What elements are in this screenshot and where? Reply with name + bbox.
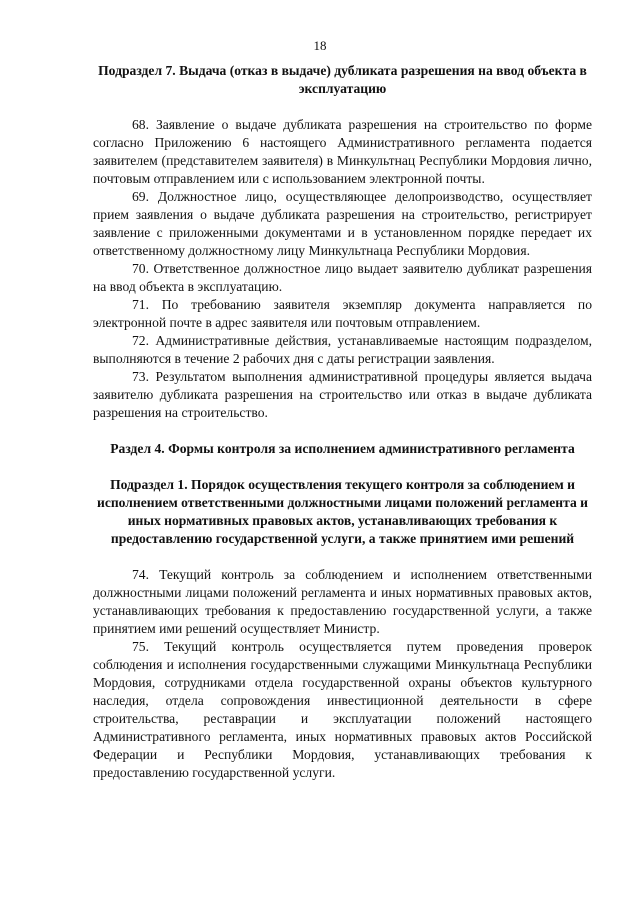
paragraph-70: 70. Ответственное должностное лицо выдает заявителю дубликат разрешения на ввод объекта в эксплуатацию. [93,261,592,294]
subsection-7-heading: Подраздел 7. Выдача (отказ в выдаче) дубликата разрешения на ввод объекта в эксплуатацию [98,63,587,96]
document-body [93,60,592,782]
paragraph-72: 72. Административные действия, устанавливаемые настоящим подразделом, выполняются в течение 2 рабочих дня с даты регистрации заявления. [93,333,592,366]
paragraph-69: 69. Должностное лицо, осуществляющее делопроизводство, осуществляет прием заявления о выдаче дубликата разрешения на строительство, регистрирует заявление с приложенными документами и в установленном порядке передает их ответственному должностному лицу Минкультнаца Республики Мордовия. [93,189,592,258]
paragraph-74: 74. Текущий контроль за соблюдением и исполнением ответственными должностными лицами положений регламента и иных нормативных правовых актов, устанавливающих требования к предоставлению государственной услуги, а также принятием ими решений осуществляет Министр. [93,567,592,636]
subsection-1-heading: Подраздел 1. Порядок осуществления текущего контроля за соблюдением и исполнением ответственными должностными лицами положений регламента и иных нормативных правовых актов, устанавливающих требования к предоставлению государственной услуги, а также принятием ими решений [96,477,588,546]
paragraph-71: 71. По требованию заявителя экземпляр документа направляется по электронной почте в адрес заявителя или почтовым отправлением. [93,297,592,330]
paragraph-68: 68. Заявление о выдаче дубликата разрешения на строительство по форме согласно Приложению 6 настоящего Административного регламента подается заявителем (представителем заявителя) в Минкультнац Республики Мордовия лично, почтовым отправлением или с использованием электронной почты. [93,117,592,186]
paragraph-73: 73. Результатом выполнения административной процедуры является выдача заявителю дубликата разрешения на строительство или отказ в выдаче дубликата разрешения на строительство. [93,369,592,420]
section-4-heading: Раздел 4. Формы контроля за исполнением административного регламента [110,441,575,456]
page-number: 18 [313,38,327,53]
paragraph-75: 75. Текущий контроль осуществляется путем проведения проверок соблюдения и исполнения государственными служащими Минкультнаца Республики Мордовия, сотрудниками отдела государственной охраны объектов культурного наследия, отдела сопровождения инвестиционной деятельности в сфере строительства, реставрации и эксплуатации положений настоящего Административного регламента, иных нормативных правовых актов Российской Федерации и Республики Мордовия, устанавливающих требования к предоставлению государственной услуги. [93,639,592,780]
